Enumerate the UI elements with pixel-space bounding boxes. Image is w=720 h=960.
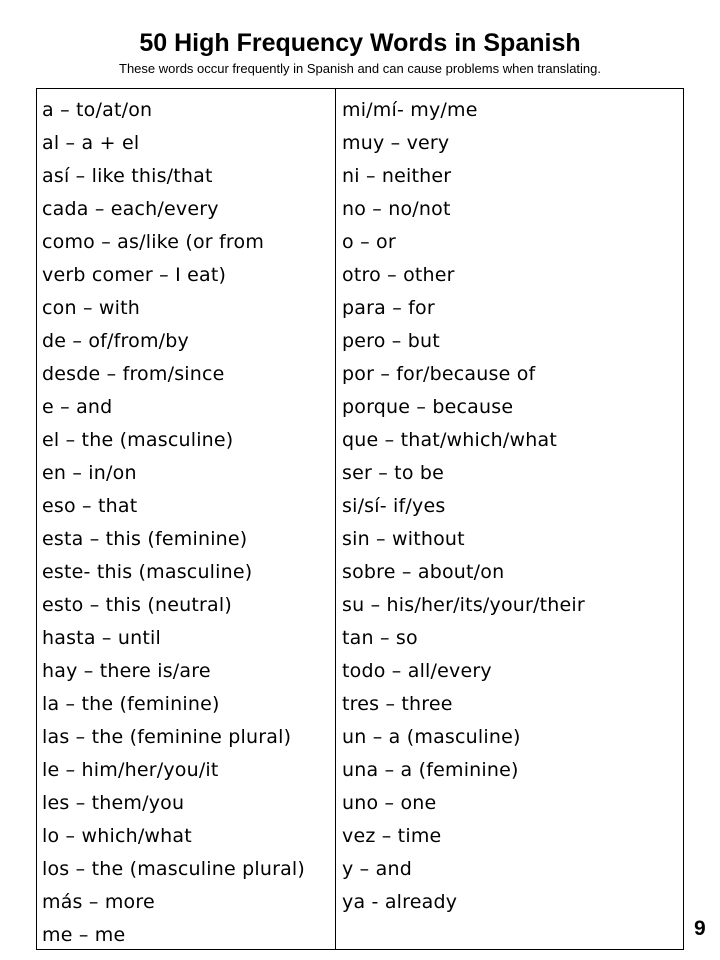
word-entry: les – them/you [42, 792, 185, 814]
word-entry: hay – there is/are [42, 660, 211, 682]
word-entry: las – the (feminine plural) [42, 726, 292, 748]
word-entry: ya - already [342, 891, 458, 913]
word-entry: ser – to be [342, 462, 445, 484]
word-entry: para – for [342, 297, 435, 319]
word-entry: más – more [42, 891, 155, 913]
word-entry: desde – from/since [42, 363, 225, 385]
word-entry: e – and [42, 396, 113, 418]
word-entry: esto – this (neutral) [42, 594, 232, 616]
word-entry: por – for/because of [342, 363, 536, 385]
word-entry: eso – that [42, 495, 138, 517]
word-entry: me – me [42, 924, 126, 946]
word-entry: al – a + el [42, 132, 140, 154]
page-title: 50 High Frequency Words in Spanish [139, 29, 581, 57]
word-entry: como – as/like (or from [42, 231, 265, 253]
word-entry: este- this (masculine) [42, 561, 253, 583]
word-entry: que – that/which/what [342, 429, 557, 451]
right-word-column [342, 94, 585, 919]
word-entry: su – his/her/its/your/their [342, 594, 585, 616]
word-entry: sobre – about/on [342, 561, 505, 583]
word-entry: mi/mí- my/me [342, 99, 478, 121]
word-entry: los – the (masculine plural) [42, 858, 306, 880]
word-entry: ni – neither [342, 165, 452, 187]
word-entry: la – the (feminine) [42, 693, 220, 715]
word-entry: lo – which/what [42, 825, 192, 847]
word-entry: muy – very [342, 132, 450, 154]
word-table [36, 88, 684, 950]
word-entry: o – or [342, 231, 396, 253]
word-entry: tres – three [342, 693, 453, 715]
word-entry: otro – other [342, 264, 455, 286]
column-divider [335, 89, 336, 949]
page-number: 9 [694, 917, 706, 940]
word-entry: pero – but [342, 330, 440, 352]
word-entry: verb comer – I eat) [42, 264, 227, 286]
page-subtitle: These words occur frequently in Spanish and can cause problems when translating. [119, 61, 601, 76]
word-entry: con – with [42, 297, 141, 319]
word-entry: esta – this (feminine) [42, 528, 248, 550]
word-entry: tan – so [342, 627, 418, 649]
word-entry: no – no/not [342, 198, 451, 220]
word-entry: vez – time [342, 825, 442, 847]
word-entry: uno – one [342, 792, 437, 814]
word-entry: así – like this/that [42, 165, 213, 187]
word-entry: todo – all/every [342, 660, 492, 682]
word-entry: el – the (masculine) [42, 429, 234, 451]
word-entry: de – of/from/by [42, 330, 189, 352]
word-entry: en – in/on [42, 462, 137, 484]
word-entry: porque – because [342, 396, 514, 418]
word-entry: a – to/at/on [42, 99, 153, 121]
left-word-column [42, 94, 305, 952]
word-entry: sin – without [342, 528, 465, 550]
word-entry: un – a (masculine) [342, 726, 521, 748]
word-entry: hasta – until [42, 627, 161, 649]
word-entry: cada – each/every [42, 198, 219, 220]
word-entry: y – and [342, 858, 412, 880]
word-entry: si/sí- if/yes [342, 495, 446, 517]
word-entry: le – him/her/you/it [42, 759, 219, 781]
word-entry: una – a (feminine) [342, 759, 519, 781]
